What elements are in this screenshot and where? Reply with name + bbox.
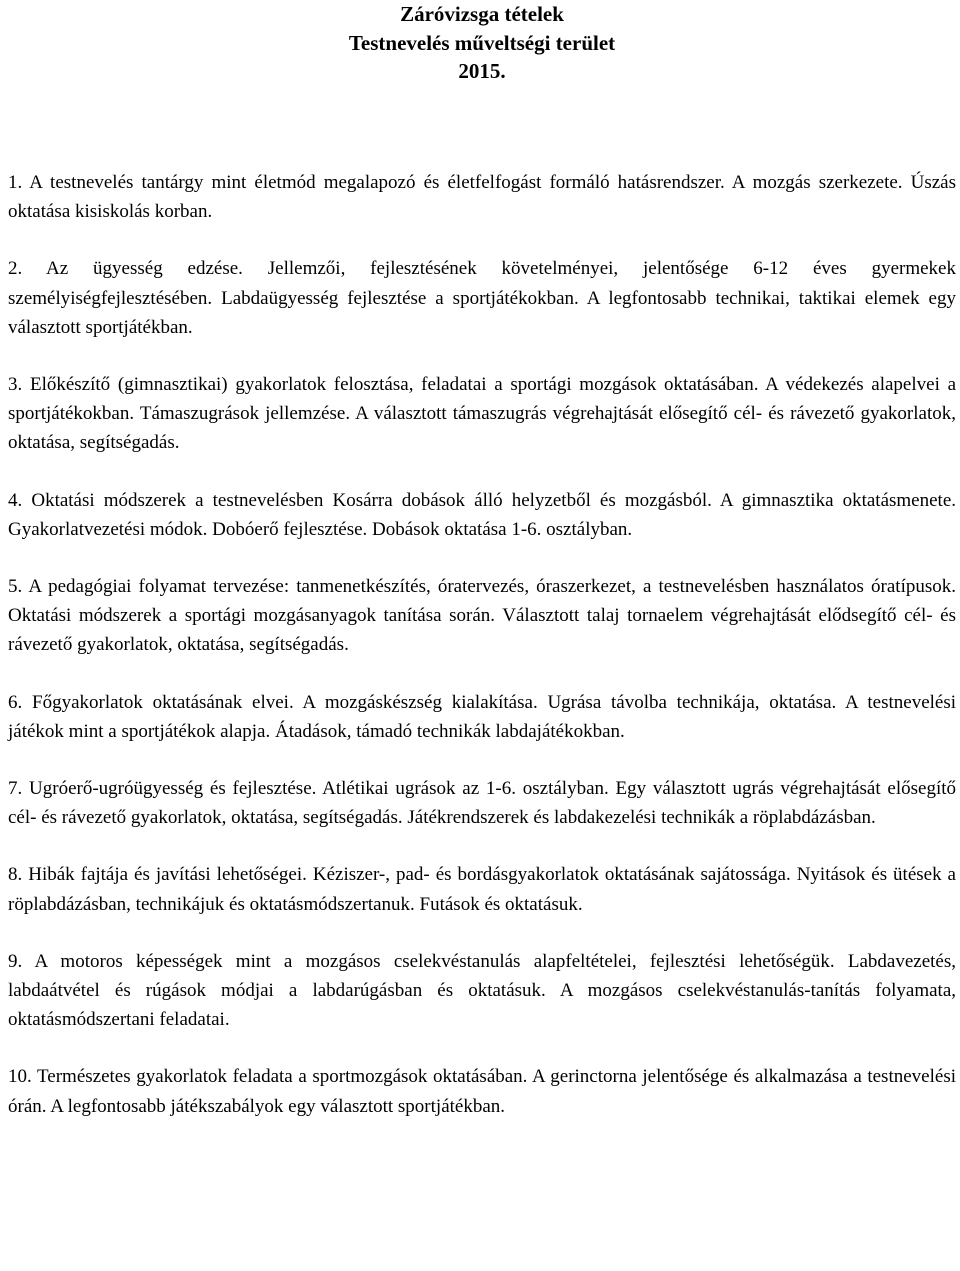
exam-topic-3 [8, 370, 956, 458]
topic-number: 9. [8, 950, 23, 972]
topic-number: 4. [8, 489, 23, 511]
exam-topic-10 [8, 1062, 956, 1120]
document-page [8, 0, 957, 1117]
exam-topic-list [8, 168, 956, 1149]
topic-text: Ugróerő-ugróügyesség és fejlesztése. Atlétikai ugrások az 1-6. osztályban. Egy választott ugrás végrehajtását elősegítő cél- és rávezető gyakorlatok, oktatása, segítségadás. Játékrendszerek és labdakezelési technikák a röplabdázásban. [8, 778, 957, 829]
topic-number: 6. [8, 691, 23, 713]
title-line-2: Testnevelés műveltségi terület [348, 30, 616, 55]
topic-text: Az ügyesség edzése. Jellemzői, fejlesztésének követelményei, jelentősége 6-12 éves gyermekek személyiségfejlesztésében. Labdaügyesség fejlesztése a sportjátékokban. A legfontosabb technikai, taktikai elemek egy választott sportjátékban. [8, 258, 956, 338]
topic-text: A pedagógiai folyamat tervezése: tanmenetkészítés, óratervezés, óraszerkezet, a testnevelésben használatos óratípusok. Oktatási módszerek a sportági mozgásanyagok tanítása során. Választott talaj tornaelem végrehajtását elődsegítő cél- és rávezető gyakorlatok, oktatása, segítségadás. [8, 576, 957, 656]
topic-text: A motoros képességek mint a mozgásos cselekvéstanulás alapfeltételei, fejlesztési lehetőségük. Labdavezetés, labdaátvétel és rúgások módjai a labdarúgásban és oktatásuk. A mozgásos cselekvéstanulás-tanítás folyamata, oktatásmódszertani feladatai. [8, 950, 957, 1031]
topic-text: Főgyakorlatok oktatásának elvei. A mozgáskészség kialakítása. Ugrása távolba technikája, oktatása. A testnevelési játékok mint a sportjátékok alapja. Átadások, támadó technikák labdajátékokban. [8, 691, 957, 742]
topic-number: 8. [8, 864, 23, 886]
exam-topic-9 [8, 947, 956, 1035]
exam-topic-4 [8, 486, 956, 544]
topic-text: Oktatási módszerek a testnevelésben Kosárra dobások álló helyzetből és mozgásból. A gimnasztika oktatásmenete. Gyakorlatvezetési módok. Dobóerő fejlesztése. Dobások oktatása 1-6. osztályban. [8, 489, 957, 540]
title-line-3: 2015. [458, 59, 506, 84]
topic-number: 1. [8, 172, 23, 193]
topic-text: Természetes gyakorlatok feladata a sportmozgások oktatásában. A gerinctorna jelentősége és alkalmazása a testnevelési órán. A legfontosabb játékszabályok egy választott sportjátékban. [8, 1066, 956, 1117]
topic-number: 3. [8, 374, 23, 396]
topic-number: 10. [8, 1066, 32, 1088]
topic-number: 2. [8, 258, 23, 280]
exam-topic-2 [8, 254, 956, 342]
exam-topic-6 [8, 688, 956, 746]
document-title [8, 0, 956, 86]
topic-text: Hibák fajtája és javítási lehetőségei. Kéziszer-, pad- és bordásgyakorlatok oktatásának sajátossága. Nyitások és ütések a röplabdázásban, technikájuk és oktatásmódszertanuk. Futások és oktatásuk. [8, 864, 956, 915]
exam-topic-8 [8, 860, 956, 918]
exam-topic-5 [8, 572, 956, 660]
topic-number: 5. [8, 576, 23, 598]
topic-text: A testnevelés tantárgy mint életmód megalapozó és életfelfogást formáló hatásrendszer. A mozgás szerkezete. Úszás oktatása kisiskolás korban. [8, 172, 956, 223]
exam-topic-1 [8, 168, 956, 226]
topic-text: Előkészítő (gimnasztikai) gyakorlatok felosztása, feladatai a sportági mozgások oktatásában. A védekezés alapelvei a sportjátékokban. Támaszugrások jellemzése. A választott támaszugrás végrehajtását elősegítő cél- és rávezető gyakorlatok, oktatása, segítségadás. [8, 374, 957, 454]
topic-number: 7. [8, 778, 23, 800]
exam-topic-7 [8, 774, 956, 832]
title-line-1: Záróvizsga tételek [400, 2, 564, 26]
